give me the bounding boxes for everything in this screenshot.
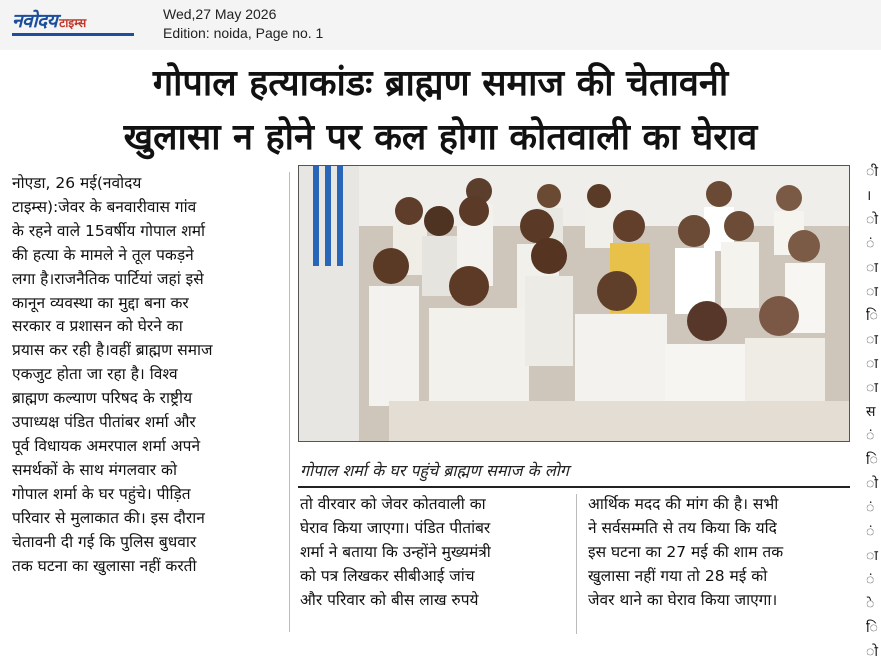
adjacent-article-edge	[866, 160, 881, 670]
news-photo-illustration	[299, 166, 850, 442]
article-line: लगा है।राजनैतिक पार्टियां जहां इसे	[12, 269, 204, 288]
news-photo	[298, 165, 850, 442]
edition-page: Edition: noida, Page no. 1	[163, 25, 324, 41]
article-line: तो वीरवार को जेवर कोतवाली का	[300, 495, 486, 513]
article-line: आर्थिक मदद की मांग की है। सभी	[588, 495, 779, 513]
edge-fragment: े	[866, 596, 875, 612]
photo-caption: गोपाल शर्मा के घर पहुंचे ब्राह्मण समाज के लोग	[300, 461, 569, 480]
article-line: उपाध्यक्ष पंडित पीतांबर शर्मा और	[12, 413, 196, 432]
edge-fragment: ी	[866, 164, 878, 180]
caption-divider	[298, 486, 850, 488]
edge-fragment: ।	[866, 188, 872, 204]
edge-fragment: ा	[866, 380, 878, 396]
article-line: को पत्र लिखकर सीबीआई जांच	[300, 566, 475, 585]
article-line: एकजुट होता जा रहा है। विश्व	[12, 365, 178, 384]
headline-line-2: खुलासा न होने पर कल होगा कोतवाली का घेराव	[123, 117, 758, 158]
article-line: कानून व्यवस्था का मुद्दा बना कर	[12, 293, 189, 312]
edge-fragment: ं	[866, 500, 875, 516]
edge-fragment: ि	[866, 620, 878, 636]
article-line: खुलासा नहीं गया तो 28 मई को	[588, 566, 768, 585]
masthead-bar	[0, 0, 881, 50]
article-line: समर्थकों के साथ मंगलवार को	[12, 460, 177, 479]
edition-info	[163, 5, 323, 43]
edge-fragment: ि	[866, 452, 878, 468]
article-line: के रहने वाले 15वर्षीय गोपाल शर्मा	[12, 221, 206, 240]
article-line: ब्राह्मण कल्याण परिषद के राष्ट्रीय	[12, 389, 193, 408]
logo-sub-text: टाइम्स	[59, 16, 87, 30]
edge-fragment: ि	[866, 308, 878, 324]
logo-underline	[12, 33, 134, 36]
edge-fragment: ं	[866, 572, 875, 588]
edge-fragment: ा	[866, 284, 878, 300]
article-line: इस घटना का 27 मई की शाम तक	[588, 542, 784, 561]
article-line: प्रयास कर रही है।वहीं ब्राह्मण समाज	[12, 341, 213, 360]
article-line: तक घटना का खुलासा नहीं करती	[12, 556, 197, 575]
edge-fragment: ा	[866, 260, 878, 276]
article-line: शर्मा ने बताया कि उन्होंने मुख्यमंत्री	[300, 542, 491, 561]
article-line: ने सर्वसम्मति से तय किया कि यदि	[588, 518, 777, 537]
article-line: चेतावनी दी गई कि पुलिस बुधवार	[12, 532, 197, 551]
article-column-1	[12, 172, 280, 578]
edge-fragment: ा	[866, 332, 878, 348]
logo-main-text: नवोदय	[12, 10, 58, 32]
article-line: और परिवार को बीस लाख रुपये	[300, 590, 479, 609]
edge-fragment: ं	[866, 236, 875, 252]
edge-fragment: ं	[866, 524, 875, 540]
article-line: की हत्या के मामले ने तूल पकड़ने	[12, 245, 194, 264]
headline-line-1: गोपाल हत्याकांडः ब्राह्मण समाज की चेतावनी	[152, 63, 729, 104]
column-divider	[289, 172, 290, 632]
edge-fragment: स	[866, 404, 876, 420]
edition-date: Wed,27 May 2026	[163, 6, 277, 22]
article-column-2	[300, 493, 562, 613]
edge-fragment: ा	[866, 548, 878, 564]
column-divider	[576, 494, 577, 634]
article-line: नोएडा, 26 मई(नवोदय	[12, 174, 142, 192]
article-line: गोपाल शर्मा के घर पहुंचे। पीड़ित	[12, 484, 191, 503]
article-line: घेराव किया जाएगा। पंडित पीतांबर	[300, 518, 491, 537]
article-line: पूर्व विधायक अमरपाल शर्मा अपने	[12, 436, 201, 455]
edge-fragment: ो	[866, 212, 878, 228]
article-line: टाइम्स):जेवर के बनवारीवास गांव	[12, 197, 197, 216]
newspaper-logo[interactable]	[12, 9, 86, 33]
article-line: जेवर थाने का घेराव किया जाएगा।	[588, 590, 778, 609]
edge-fragment: ो	[866, 644, 878, 660]
edge-fragment: ा	[866, 356, 878, 372]
article-line: सरकार व प्रशासन को घेरने का	[12, 317, 183, 336]
article-line: परिवार से मुलाकात की। इस दौरान	[12, 508, 205, 527]
edge-fragment: ो	[866, 476, 878, 492]
article-column-3	[588, 493, 850, 613]
edge-fragment: ं	[866, 428, 875, 444]
